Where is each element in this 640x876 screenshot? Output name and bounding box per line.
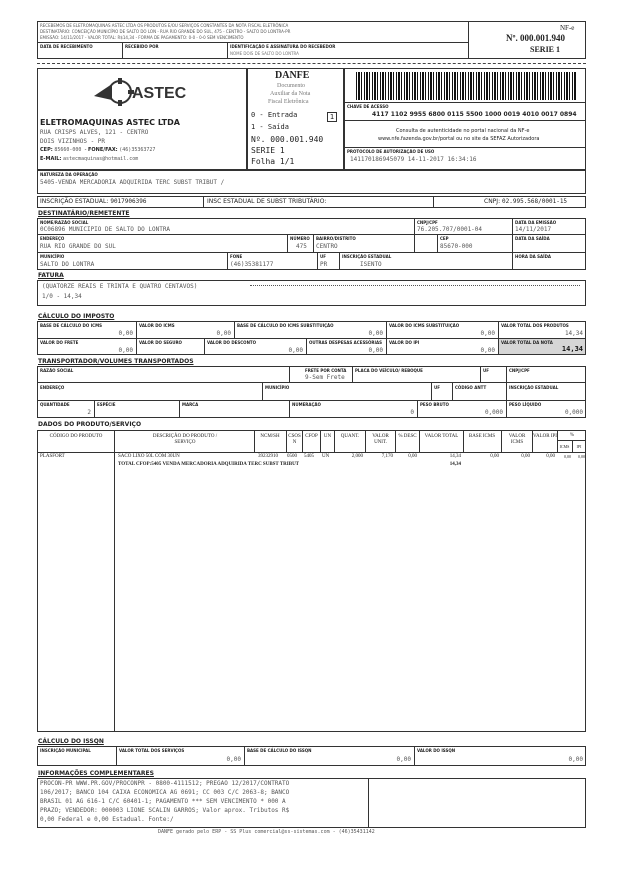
info-line-1: 106/2017; BANCO 104 CAIXA ECONOMICA AG 0691; CC 003 C/C 2063-8; BANCO — [40, 789, 290, 796]
th-desc: % DESC — [398, 434, 417, 439]
dest-v5 — [227, 252, 228, 270]
tr-peso-bruto-label: PESO BRUTO — [420, 402, 449, 407]
canhoto-numero: Nº. 000.001.940 — [506, 33, 565, 43]
tr-placa-label: PLACA DO VEÍCULO/ REBOQUE — [355, 368, 423, 373]
total-cfop-value: 14,34 — [449, 462, 461, 467]
issqn-v2 — [244, 746, 245, 766]
fatura-line1: (QUATORZE REAIS E TRINTA E QUATRO CENTAVOS) — [42, 283, 198, 290]
natureza-label: NATUREZA DA OPERAÇÃO — [40, 172, 98, 177]
imp-label-4: VALOR TOTAL DOS PRODUTOS — [501, 323, 569, 328]
th-pipi: IPI — [576, 444, 582, 449]
issqn-im-label: INSCRIÇÃO MUNICIPAL — [40, 748, 91, 753]
tr-numeracao-label: NUMERAÇÃO — [292, 402, 321, 407]
dest-cnpj: 76.205.707/0001-04 — [417, 226, 483, 233]
imp-value-10: 14,34 — [561, 345, 583, 353]
chave-consulta1: Consulta de autenticidade no portal nacional da NF-e — [396, 128, 530, 134]
cnpj-value: 02.995.568/0001-15 — [502, 198, 568, 205]
dest-cep: 85670-000 — [440, 243, 473, 250]
imp-label-10: VALOR TOTAL DA NOTA — [501, 340, 553, 345]
imp-label-7: VALOR DO DESCONTO — [207, 340, 257, 345]
dest-numero: 475 — [296, 243, 307, 250]
th-csosn: CSOSN — [288, 434, 301, 445]
dest-v1 — [414, 218, 415, 252]
issqn-vs: 0,00 — [226, 756, 241, 763]
dest-uf: PR — [320, 261, 328, 268]
th-vicms: VALOR ICMS — [508, 434, 526, 445]
tr-peso-liquido-label: PESO LÍQUIDO — [509, 402, 542, 407]
canhoto-text-2: DESTINATÁRIO: CONCEIÇÃO MUNICÍPIO DE SALTO DO LON - RUA RIO GRANDE DO SUL, 475 - CENTRO - SALTO DO LONTRA-PR — [40, 29, 291, 34]
danfe-numero: Nº. 000.001.940 — [251, 135, 324, 144]
dest-endereco: RUA RIO GRANDE DO SUL — [40, 243, 116, 250]
info-line-4: 0,00 Federal e 0,00 Estadual. Fonte:/ — [40, 816, 174, 823]
astec-logo-text: ASTEC — [132, 85, 187, 102]
danfe-title: DANFE — [275, 70, 310, 81]
tr-v4 — [506, 366, 507, 418]
row-vicms: 0,00 — [521, 454, 530, 459]
imp-v3 — [386, 321, 387, 338]
ie-label: INSCRIÇÃO ESTADUAL: — [40, 198, 109, 205]
imp-value-4: 14,34 — [564, 330, 583, 337]
info-v1 — [368, 778, 369, 828]
th-pct: % — [569, 433, 575, 438]
canhoto-divider — [468, 21, 469, 59]
row-picms: 0,00 — [564, 454, 571, 459]
emitente-email-row — [40, 156, 138, 162]
chave-h3 — [344, 147, 586, 148]
tr-v7 — [452, 382, 453, 400]
footer-text: DANFE gerado pelo ERP - SS Plus comercial@ss-sistemas.com - (46)35431142 — [158, 829, 375, 835]
danfe-entrada: 0 - Entrada — [251, 111, 298, 119]
emitente-cep-label: CEP: — [40, 147, 53, 153]
chave-label: CHAVE DE ACESSO — [347, 104, 389, 109]
th-picms: ICMS — [559, 444, 570, 449]
imp-v2 — [234, 321, 235, 338]
protocolo-label: PROTOCOLO DE AUTORIZAÇÃO DE USO — [347, 149, 435, 154]
chave-h1 — [344, 102, 586, 103]
dest-cnpj-label: CNPJ/CPF — [417, 220, 438, 225]
row-vipi: 0,00 — [546, 454, 555, 459]
issqn-v3 — [414, 746, 415, 766]
tr-ie-label: INSCRIÇÃO ESTADUAL — [509, 385, 559, 390]
imposto-section: CÁLCULO DO IMPOSTO — [38, 313, 115, 320]
imp-value-1: 0,00 — [216, 330, 231, 337]
tr-v9 — [179, 400, 180, 418]
tr-v11 — [417, 400, 418, 418]
fatura-line2: 1/0 - 14,34 — [42, 293, 82, 300]
imp-value-8: 0,00 — [368, 347, 383, 354]
produtos-header-line — [37, 452, 586, 453]
fatura-dots — [250, 285, 580, 286]
dest-endereco-label: ENDEREÇO — [40, 236, 65, 241]
tr-v6 — [431, 382, 432, 400]
dest-nome-label: NOME/RAZÃO SOCIAL — [40, 220, 89, 225]
row-vtotal: 14,34 — [449, 454, 461, 459]
danfe-sub1: Documento — [277, 83, 305, 89]
imp-label-0: BASE DE CÁLCULO DO ICMS — [40, 323, 102, 328]
tr-uf-label: UF — [483, 368, 489, 373]
danfe-folha: Folha 1/1 — [251, 157, 295, 166]
dest-fone-label: FONE — [230, 254, 243, 259]
tr-v5 — [262, 382, 263, 400]
chave-h2 — [344, 120, 586, 121]
issqn-section: CÁLCULO DO ISSQN — [38, 738, 104, 745]
imp-label-2: BASE DE CÁLCULO DO ICMS SUBSTITUIÇÃO — [237, 323, 334, 328]
dest-v3 — [287, 234, 288, 252]
th-vunit: VALOR UNIT. — [372, 434, 389, 445]
tr-municipio-label: MUNICÍPIO — [265, 385, 290, 390]
th-quant: QUANT. — [340, 434, 360, 439]
info-section: INFORMAÇÕES COMPLEMENTARES — [38, 770, 154, 777]
issqn-vs-label: VALOR TOTAL DOS SERVIÇOS — [119, 748, 185, 753]
tr-peso-liquido: 0,000 — [564, 409, 583, 416]
tr-peso-bruto: 0,000 — [484, 409, 503, 416]
tr-quantidade-label: QUANTIDADE — [40, 402, 70, 407]
th-vtotal: VALOR TOTAL — [424, 434, 459, 439]
dest-fone: (46)35381177 — [230, 261, 274, 268]
dest-v4 — [313, 234, 314, 252]
insc-v2 — [433, 196, 434, 208]
dest-uf-label: UF — [320, 254, 326, 259]
issqn-base: 0,00 — [396, 756, 411, 763]
col-v2 — [254, 430, 255, 452]
identificacao-sub: NOME DOIS DE SALTO DO LONTRA — [230, 51, 299, 56]
row-desc: 0,00 — [408, 454, 417, 459]
cnpj-label: CNPJ: — [484, 198, 501, 205]
row-base: 0,00 — [490, 454, 499, 459]
info-line-2: BRASIL 01 AG 616-1 C/C 60401-1; PAGAMENTO *** SEM VENCIMENTO * 000 A — [40, 798, 286, 805]
imp-value-5: 0,00 — [118, 347, 133, 354]
dest-v8 — [437, 234, 438, 252]
row-vunit: 7,170 — [381, 454, 393, 459]
cut-line — [37, 63, 586, 64]
imp-value-7: 0,00 — [288, 347, 303, 354]
dest-hora-saida-label: HORA DA SAÍDA — [515, 254, 552, 259]
imp-value-9: 0,00 — [480, 347, 495, 354]
tr-quantidade: 2 — [87, 409, 91, 416]
tr-uf2-label: UF — [434, 385, 440, 390]
imp-label-6: VALOR DO SEGURO — [139, 340, 182, 345]
th-ncm: NCM/SH — [260, 434, 280, 439]
tr-especie-label: ESPÉCIE — [97, 402, 116, 407]
emitente-email-label: E-MAIL: — [40, 156, 62, 162]
row-csosn: 0500 — [287, 454, 297, 459]
imp-label-5: VALOR DO FRETE — [40, 340, 79, 345]
imp-v8 — [386, 338, 387, 355]
ie-st-label: INSC ESTADUAL DE SUBST TRIBUTÁRIO: — [207, 198, 327, 205]
canhoto-hline — [37, 42, 468, 43]
dest-v6 — [317, 252, 318, 270]
th-codigo: CÓDIGO DO PRODUTO — [49, 434, 103, 439]
natureza-value: 5405-VENDA MERCADORIA ADQUIRIDA TERC SUBST TRIBUT / — [40, 179, 225, 186]
tr-marca-label: MARCA — [182, 402, 199, 407]
emitente-cep: 85660-000 — [54, 147, 82, 153]
danfe-saida: 1 - Saída — [251, 123, 289, 131]
dest-nome: 0C06896 MUNICIPIO DE SALTO DO LONTRA — [40, 226, 171, 233]
danfe-serie: SERIE 1 — [251, 146, 285, 155]
danfe-tipo-box: 1 — [327, 112, 337, 122]
protocolo-value: 141170186945079 14-11-2017 16:34:16 — [350, 156, 477, 163]
data-recebimento-label: DATA DE RECEBIMENTO — [40, 44, 93, 49]
tr-v10 — [289, 400, 290, 418]
emitente-endereco: RUA CRISPS ALVES, 121 - CENTRO — [40, 129, 149, 136]
col-v11 — [501, 430, 502, 452]
recebido-por-label: RECEBIDO POR — [125, 44, 159, 49]
imp-value-3: 0,00 — [480, 330, 495, 337]
row-cfop: 5405 — [304, 454, 314, 459]
ie-value: 9017906396 — [110, 198, 147, 205]
total-cfop-line: TOTAL CFOP:5405 VENDA MERCADORIA ADQUIRIDA TERC SUBST TRIBUT — [118, 462, 300, 467]
identificacao-label: IDENTIFICAÇÃO E ASSINATURA DO RECEBEDOR — [230, 44, 336, 49]
dest-municipio: SALTO DO LONTRA — [40, 261, 95, 268]
row-pipi: 0,00 — [578, 454, 585, 459]
danfe-sub3: Fiscal Eletrônica — [268, 99, 309, 105]
issqn-v: 0,00 — [568, 756, 583, 763]
issqn-v-label: VALOR DO ISSQN — [417, 748, 456, 753]
tr-frete-label: FRETE POR CONTA — [305, 368, 347, 373]
col-pct-line — [557, 440, 586, 441]
fatura-section: FATURA — [38, 272, 64, 279]
tr-numeracao: 0 — [410, 409, 414, 416]
tr-razao-label: RAZÃO SOCIAL — [40, 368, 74, 373]
canhoto-text-3: EMISSÃO: 14/11/2017 - VALOR TOTAL: R$14,34 - FORMA DE PAGAMENTO: 0-0 - 0-0 SEM VENCIMENTO — [40, 35, 244, 40]
dest-data-saida-label: DATA DA SAÍDA — [515, 236, 550, 241]
transportador-section: TRANSPORTADOR/VOLUMES TRANSPORTADOS — [38, 358, 194, 365]
imp-label-8: OUTRAS DESPESAS ACESSÓRIAS — [309, 340, 382, 345]
emitente-fone-label: FONE/FAX: — [88, 147, 118, 153]
tr-h2 — [37, 400, 586, 401]
col-v10 — [463, 430, 464, 452]
imp-v7 — [306, 338, 307, 355]
th-un: UN — [323, 434, 332, 439]
emitente-nome: ELETROMAQUINAS ASTEC LTDA — [40, 118, 180, 127]
imp-label-1: VALOR DO ICMS — [139, 323, 175, 328]
canhoto-text-1: RECEBEMOS DE ELETROMAQUINAS ASTEC LTDA OS PRODUTOS E/OU SERVIÇOS CONSTANTES DA NOTA FISCAL ELETRÔNICA — [40, 23, 289, 28]
dest-municipio-label: MUNICÍPIO — [40, 254, 65, 259]
chave-value: 4117 1102 9955 6800 0115 5500 1000 0019 4010 0017 0894 — [372, 111, 577, 118]
tr-frete: 9-Sem Frete — [305, 374, 345, 381]
inscricao-ie-row — [40, 198, 146, 205]
dest-cep-label: CEP — [440, 236, 449, 241]
tr-h1 — [37, 382, 586, 383]
canhoto-v2 — [227, 42, 228, 59]
dest-data-emissao: 14/11/2017 — [515, 226, 552, 233]
dest-numero-label: NÚMERO — [290, 236, 310, 241]
produtos-box — [37, 430, 586, 732]
chave-consulta2: www.nfe.fazenda.gov.br/portal ou no site da SEFAZ Autorizadora — [378, 136, 540, 142]
imp-value-0: 0,00 — [118, 330, 133, 337]
canhoto-v1 — [122, 42, 123, 59]
row-ncm: 39232910 — [258, 454, 278, 459]
produtos-section: DADOS DO PRODUTO/SERVIÇO — [38, 421, 142, 428]
danfe-sub2: Auxiliar da Nota — [270, 91, 311, 97]
astec-logo — [92, 76, 202, 108]
info-line-3: PRAZO; VENDEDOR: 000003 LIONE SCALIN GARROS; Valor aprox. Tributos R$ — [40, 807, 290, 814]
imp-label-3: VALOR DO ICMS SUBSTITUIÇÃO — [389, 323, 460, 328]
emitente-fone: (46)35363727 — [119, 147, 156, 153]
canhoto-nfe-label: NF-e — [560, 24, 575, 32]
insc-v1 — [203, 196, 204, 208]
imp-label-9: VALOR DO IPI — [389, 340, 420, 345]
dest-h2 — [37, 252, 586, 253]
tr-cnpj-label: CNPJ/CPF — [509, 368, 530, 373]
row-un: UN — [322, 454, 330, 459]
dest-data-emissao-label: DATA DA EMISSÃO — [515, 220, 557, 225]
destinatario-section: DESTINATÁRIO/REMETENTE — [38, 210, 130, 217]
cnpj-row — [484, 198, 567, 205]
emitente-cep-row: CEP: 85660-000 - FONE/FAX: (46)35363727 — [40, 147, 156, 153]
th-vipi: VALOR IPI — [533, 434, 557, 439]
imp-v5 — [136, 338, 137, 355]
canhoto-serie: SERIE 1 — [530, 45, 561, 54]
emitente-email: astecmaquinas@hotmail.com — [62, 156, 139, 162]
th-cfop: CFOP — [305, 434, 318, 439]
tr-v2 — [352, 366, 353, 382]
tr-endereco-label: ENDEREÇO — [40, 385, 65, 390]
row-quant: 2,000 — [351, 454, 363, 459]
emitente-cidade: DOIS VIZINHOS - PR — [40, 138, 106, 145]
issqn-base-label: BASE DE CÁLCULO DO ISSQN — [247, 748, 312, 753]
tr-v3 — [480, 366, 481, 382]
th-base: BASE ICMS — [468, 434, 496, 439]
row-descricao: SACO LIXO 50L COM 30UN — [118, 454, 180, 459]
tr-v8 — [94, 400, 95, 418]
th-descricao: DESCRIÇÃO DO PRODUTO / SERVIÇO — [152, 434, 218, 445]
issqn-v1 — [116, 746, 117, 766]
dest-bairro: CENTRO — [316, 243, 338, 250]
dest-v2 — [512, 218, 513, 270]
dest-v7 — [339, 252, 340, 270]
tr-v1 — [289, 366, 290, 382]
imp-value-2: 0,00 — [368, 330, 383, 337]
barcode — [356, 72, 576, 100]
col-v1 — [114, 430, 115, 732]
tr-antt-label: CÓDIGO ANTT — [455, 385, 487, 390]
col-v9 — [419, 430, 420, 452]
imp-v1 — [136, 321, 137, 338]
row-codigo: PLASFORT — [40, 454, 65, 459]
dest-ie-label: INSCRIÇÃO ESTADUAL — [342, 254, 392, 259]
dest-h1 — [37, 234, 586, 235]
dest-ie: ISENTO — [360, 261, 382, 268]
imp-v6 — [204, 338, 205, 355]
info-line-0: PROCON-PR WWW.PR.GOV/PROCONPR - 0800-4111512; PREGAO 12/2017/CONTRATO — [40, 780, 290, 787]
dest-bairro-label: BAIRRO/DISTRITO — [316, 236, 356, 241]
